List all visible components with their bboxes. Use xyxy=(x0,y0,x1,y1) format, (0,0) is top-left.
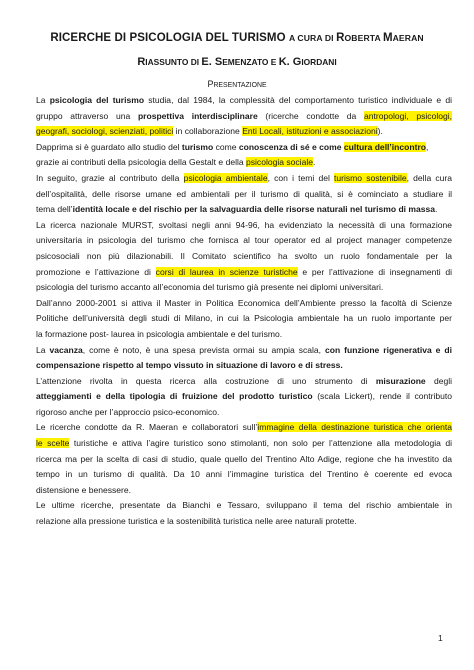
text-line: geografi, sociologi, scienziati, politici in collaborazione Enti Locali, istituzioni e associazioni). xyxy=(36,126,383,137)
text-line: Dall’anno 2000-2001 si attiva il Master in Politica Economica dell’Ambiente presso la facoltà di Scienze xyxy=(36,297,452,308)
body-text xyxy=(36,93,452,530)
text-line: dell’ospitalità, delle risorse umane ed ambientali per il turismo di qualità, si è cominciato a studiare il xyxy=(36,188,452,199)
text-line: psicosociali non più dilazionabili. Il Comitato scientifico ha svolto un ruolo fondamentale per la xyxy=(36,250,452,261)
document-subtitle: RIASSUNTO DI E. SEMENZATO E K. GIORDANI xyxy=(137,56,337,68)
text-line: distensione e benessere. xyxy=(36,484,132,495)
document-title: RICERCHE DI PSICOLOGIA DEL TURISMO A CURA DI ROBERTA MAERAN xyxy=(50,32,424,44)
page-number: 1 xyxy=(438,633,443,643)
text-line: Dapprima si è guardato allo studio del turismo come conoscenza di sé e come cultura dell’incontro, xyxy=(36,141,429,152)
text-line: L’attenzione rivolta in questa ricerca alla costruzione di uno strumento di misurazione degli xyxy=(36,375,453,386)
text-line: La psicologia del turismo studia, dal 1984, la complessità del comportamento turistico individuale e di xyxy=(36,95,452,105)
text-line: promozione e l’attivazione di corsi di laurea in scienze turistiche e per l’attivazione di insegnamenti di xyxy=(36,266,452,277)
text-line: grazie ai contributi della psicologia della Gestalt e della psicologia sociale. xyxy=(36,157,316,168)
text-line: gruppo attraverso una prospettiva interdisciplinare (ricerche condotte da antropologi, psicologi, xyxy=(36,110,452,121)
text-line: tema dell’identità locale e del rischio per la salvaguardia delle risorse naturali nel turismo di massa. xyxy=(36,204,438,215)
text-line: universitaria in psicologia del turismo che fornisca al tour operator ed al project manager competenze xyxy=(36,235,452,246)
text-line: atteggiamenti e della tipologia di fruizione del prodotto turistico (scala Lickert), rende il contributo xyxy=(36,391,452,402)
text-line: relazione alla pressione turistica e la sostenibilità turistica nelle aree naturali protette. xyxy=(36,516,357,527)
text-line: compensazione rispetto al tempo vissuto in situazione di lavoro e di stress. xyxy=(36,360,343,371)
text-line: Le ultime ricerche, presentate da Bianchi e Tessaro, sviluppano il tema del rischio ambientale in xyxy=(36,500,452,511)
text-line: la formazione post- laurea in psicologia ambientale e del turismo. xyxy=(36,328,283,339)
text-line: ricerca ma per la scelta di casi di studio, quale quello del Trentino Alto Adige, regione che ha investito da xyxy=(36,453,452,464)
text-line: In seguito, grazie al contributo della psicologia ambientale, con i temi del turismo sostenibile, della cura xyxy=(36,172,453,183)
text-line: Le ricerche condotte da R. Maeran e collaboratori sull’immagine della destinazione turistica che orienta xyxy=(36,422,452,433)
section-heading: PRESENTAZIONE xyxy=(207,79,267,89)
text-line: Politiche dell’università degli studi di Milano, in cui la Psicologia ambientale ha un ruolo importante per xyxy=(36,313,452,324)
text-line: psicologia del turismo accanto all’economia del turismo già presente nei diplomi universitari. xyxy=(36,282,384,293)
text-line: rigoroso anche per l’approccio psico-economico. xyxy=(36,406,220,417)
text-line: tempo in un turismo di qualità. Da 10 anni l’immagine turistica del Trentino è coerente ed evoca xyxy=(36,469,452,480)
text-line: La ricerca nazionale MURST, svoltasi negli anni 94-96, ha evidenziato la necessità di una formazione xyxy=(36,219,452,230)
text-line: le scelte turistiche e attiva l’agire turistico sono stimolanti, non solo per l’attenzione alla metodologia di xyxy=(36,438,452,449)
text-line: La vacanza, come è noto, è una spesa prevista ormai su ampia scala, con funzione rigenerativa e di xyxy=(36,344,452,355)
